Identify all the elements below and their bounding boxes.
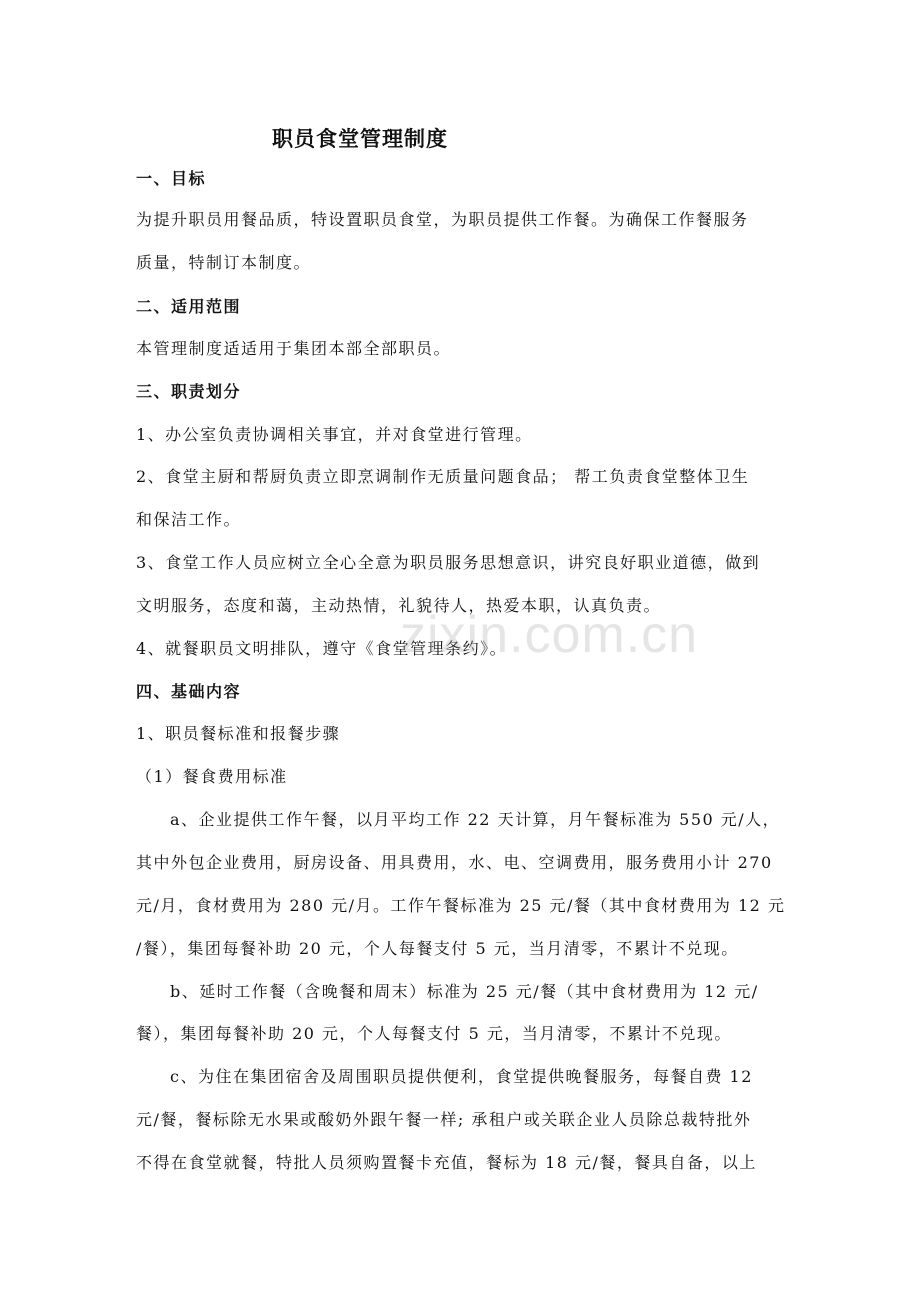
paragraph-line: 4、就餐职员文明排队，遵守《食堂管理条约》。: [136, 639, 508, 658]
paragraph-line: 1、职员餐标准和报餐步骤: [136, 724, 341, 743]
paragraph-line: 其中外包企业费用，厨房设备、用具费用，水、电、空调费用，服务费用小计 270: [136, 853, 773, 872]
section-heading-duties: 三、职责划分: [136, 382, 242, 401]
paragraph-line: 本管理制度适适用于集团本部全部职员。: [136, 339, 452, 358]
paragraph-line: a、企业提供工作午餐，以月平均工作 22 天计算，月午餐标准为 550 元/人，: [170, 810, 781, 829]
paragraph-line: b、延时工作餐（含晚餐和周末）标准为 25 元/餐（其中食材费用为 12 元/: [170, 982, 759, 1001]
paragraph-line: 2、食堂主厨和帮厨负责立即烹调制作无质量问题食品； 帮工负责食堂整体卫生: [136, 467, 750, 486]
watermark: zixin.com.cn: [400, 606, 699, 664]
paragraph-line: 不得在食堂就餐，特批人员须购置餐卡充值，餐标为 18 元/餐，餐具自备，以上: [136, 1153, 757, 1172]
document-title: 职员食堂管理制度: [272, 127, 448, 151]
paragraph-line: 和保洁工作。: [136, 510, 242, 529]
paragraph-line: 餐），集团每餐补助 20 元，个人每餐支付 5 元，当月清零，不累计不兑现。: [136, 1024, 732, 1043]
section-heading-content: 四、基础内容: [136, 682, 242, 701]
paragraph-line: 为提升职员用餐品质，特设置职员食堂，为职员提供工作餐。为确保工作餐服务: [136, 210, 749, 229]
section-heading-goal: 一、目标: [136, 169, 207, 188]
section-heading-scope: 二、适用范围: [136, 297, 242, 316]
paragraph-line: c、为住在集团宿舍及周围职员提供便利，食堂提供晚餐服务，每餐自费 12: [170, 1067, 753, 1086]
paragraph-line: /餐），集团每餐补助 20 元，个人每餐支付 5 元，当月清零，不累计不兑现。: [136, 939, 739, 958]
paragraph-line: （1）餐食费用标准: [136, 767, 288, 786]
paragraph-line: 1、办公室负责协调相关事宜，并对食堂进行管理。: [136, 425, 533, 444]
paragraph-line: 元/餐，餐标除无水果或酸奶外跟午餐一样; 承租户或关联企业人员除总裁特批外: [136, 1110, 752, 1129]
paragraph-line: 3、食堂工作人员应树立全心全意为职员服务思想意识，讲究良好职业道德，做到: [136, 553, 761, 572]
paragraph-line: 元/月，食材费用为 280 元/月。工作午餐标准为 25 元/餐（其中食材费用为 12 元: [136, 896, 786, 915]
paragraph-line: 文明服务，态度和蔼，主动热情，礼貌待人，热爱本职，认真负责。: [136, 596, 662, 615]
paragraph-line: 质量，特制订本制度。: [136, 253, 312, 272]
